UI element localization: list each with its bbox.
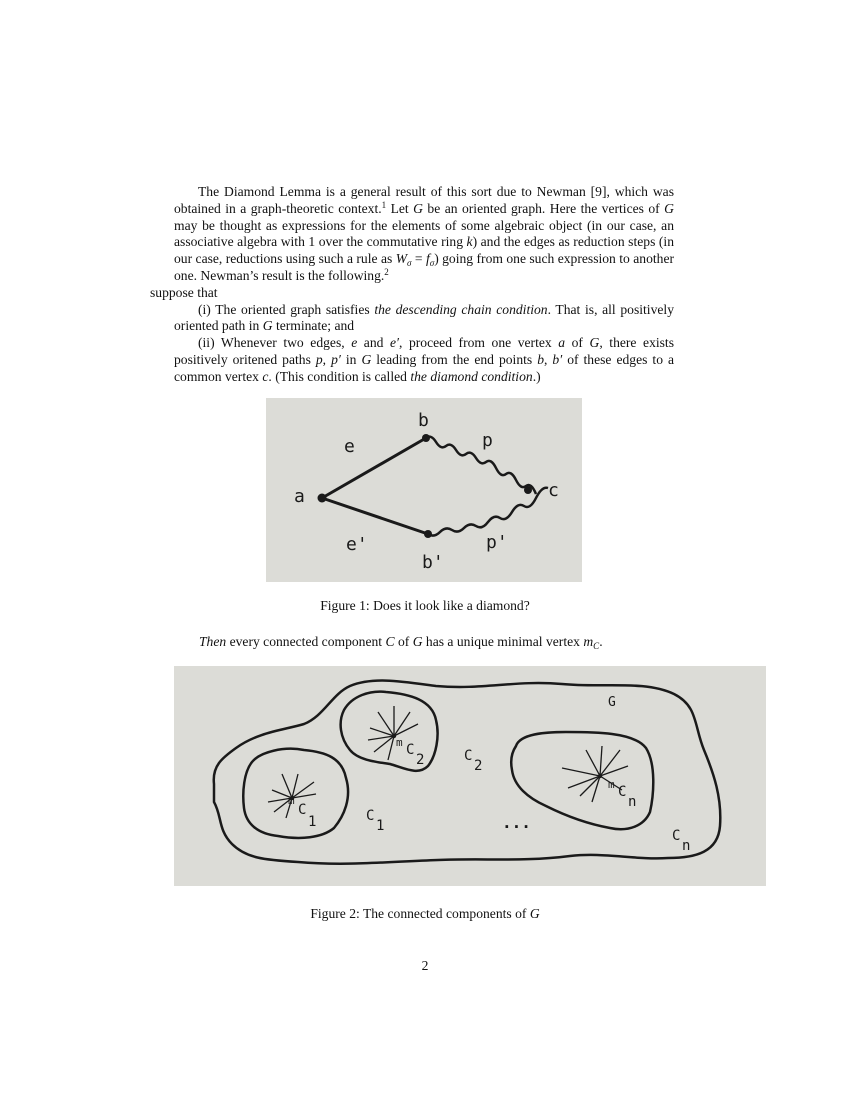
condition-i: (i) The oriented graph satisfies the descending chain condition. That is, all positively oriented path in G terminate; and: [174, 301, 674, 334]
label-p: p: [482, 430, 493, 451]
label-m-c1-C: C: [298, 802, 307, 818]
label-m-c2-C: C: [406, 742, 415, 758]
diamond-figure: [266, 398, 582, 582]
label-c: c: [548, 480, 559, 501]
page-number: 2: [421, 958, 429, 973]
label-a: a: [294, 486, 305, 507]
vertex-mCn: [598, 774, 602, 778]
label-m-cn-C: C: [618, 784, 627, 800]
ellipsis: ...: [502, 813, 531, 832]
components-figure: [174, 666, 766, 886]
label-e-prime: e': [346, 534, 368, 555]
label-C1: C: [366, 808, 375, 824]
components-diagram: [174, 666, 766, 886]
label-Cn-sub: n: [682, 838, 691, 854]
vertex-b: [422, 434, 430, 442]
path-p-prime: [428, 488, 548, 536]
vertex-a: [318, 494, 327, 503]
path-p: [426, 437, 536, 494]
vertex-c: [524, 486, 532, 494]
footnote-mark-1[interactable]: 1: [381, 199, 387, 210]
intro-paragraph: The Diamond Lemma is a general result of this sort due to Newman [9], which was obtained in a graph-theoretic context.$^1$ Let G be an oriented graph. Here the vertices of G may be thought as expressions for the elements of some algebraic object (in our case, an associative algebra with 1 over the commutative ring k) and the edges as reduction steps (in our case, reductions using such a rule as $W_\sigma = f_\sigma$) going from one such expression to another one. Newman’s result is the following.$^2$ suppose that: [150, 184, 675, 300]
component-Cn-boundary: [511, 732, 653, 829]
label-m-c2: m: [396, 736, 403, 749]
label-m-c1-sub: 1: [308, 814, 317, 830]
component-C1-boundary: [243, 749, 348, 838]
label-b: b: [418, 410, 429, 431]
label-m-c1: m: [288, 794, 295, 807]
label-m-cn: m: [608, 778, 615, 791]
label-e: e: [344, 436, 355, 457]
label-Cn: C: [672, 828, 681, 844]
figure-1-caption: Figure 1: Does it look like a diamond?: [320, 598, 530, 613]
label-C2-sub: 2: [474, 758, 483, 774]
condition-ii: (ii) Whenever two edges, e and e′, proceed from one vertex a of G, there exists positively oritened paths p, p′ in G leading from the end points b, b′ of these edges to a common vertex c. (This condition is called the diamond condition.): [174, 335, 675, 384]
label-b-prime: b': [422, 552, 444, 573]
label-C2: C: [464, 748, 473, 764]
label-p-prime: p': [486, 532, 508, 553]
vertex-b-prime: [424, 530, 432, 538]
label-C1-sub: 1: [376, 818, 385, 834]
edge-e-prime: [322, 498, 428, 534]
figure-2-caption: Figure 2: The connected components of G: [310, 906, 540, 921]
footnote-mark-2[interactable]: 2: [384, 266, 389, 277]
label-m-cn-sub: n: [628, 794, 637, 810]
theorem-statement: Then every connected component C of G has a unique minimal vertex $m_C$.: [199, 634, 603, 651]
diamond-diagram: [266, 398, 582, 582]
label-G: G: [608, 695, 616, 710]
graph-G-boundary: [214, 681, 721, 864]
body-text: [150, 184, 675, 386]
label-m-c2-sub: 2: [416, 752, 425, 768]
edge-e: [322, 438, 426, 498]
